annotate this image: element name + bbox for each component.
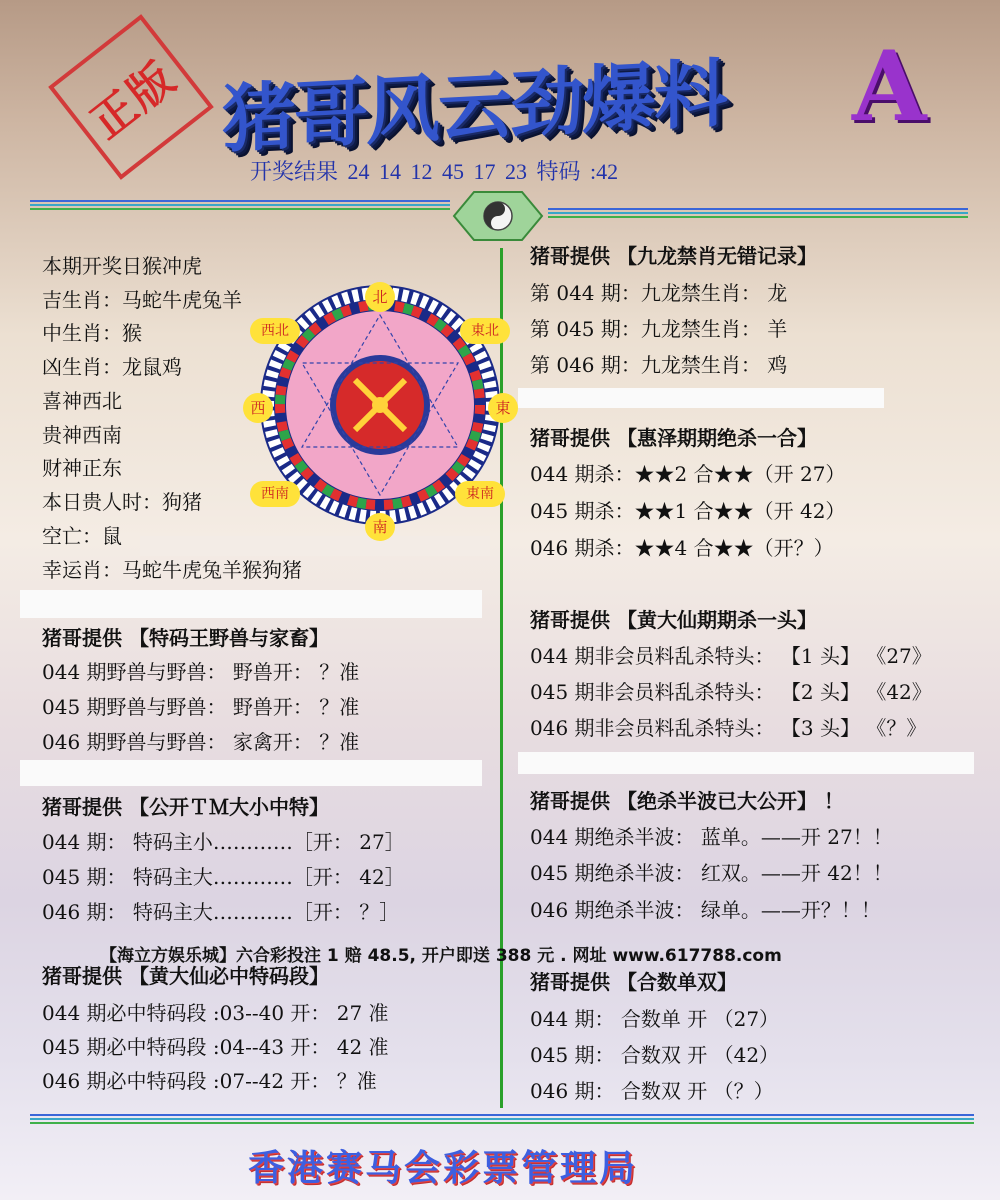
- size-row: 046 期： 特码主大…………［开： ？］: [42, 900, 400, 924]
- white-strip: [140, 536, 490, 556]
- huize-row: 045 期杀：★★1 合★★（开 42）: [530, 499, 846, 523]
- bagua-icon: [452, 190, 544, 242]
- segment-row: 044 期必中特码段 :03--40 开： 27 准: [42, 1001, 389, 1025]
- info-void: 空亡：鼠: [42, 524, 122, 548]
- huize-row: 044 期杀：★★2 合★★（开 27）: [530, 462, 846, 486]
- info-noble-god: 贵神西南: [42, 423, 122, 447]
- daxian-row: 045 期非会员料乱杀特头： 【2 头】 《42》: [530, 680, 932, 704]
- segment-row: 046 期必中特码段 :07--42 开： ？准: [42, 1069, 377, 1093]
- compass-west-label: 西: [243, 393, 273, 423]
- jiulong-row: 第 046 期：九龙禁生肖： 鸡: [530, 353, 788, 377]
- daxian-row: 046 期非会员料乱杀特头： 【3 头】 《？》: [530, 716, 927, 740]
- section-segment-header: 猪哥提供 【黄大仙必中特码段】: [42, 964, 329, 988]
- wave-row: 045 期绝杀半波： 红双。——开 42！！: [530, 861, 893, 885]
- official-stamp: 正版: [48, 14, 214, 180]
- beast-row: 046 期野兽与野兽： 家禽开： ？准: [42, 730, 360, 754]
- compass-south-label: 南: [365, 513, 395, 541]
- daxian-row: 044 期非会员料乱杀特头： 【1 头】 《27》: [530, 644, 932, 668]
- edition-letter: A: [852, 30, 927, 143]
- ad-banner: 【海立方娱乐城】六合彩投注 1 赔 48.5, 开户即送 388 元 . 网址 www.617788.com: [100, 946, 782, 966]
- white-strip: [20, 590, 482, 618]
- divider-wave-bottom: [30, 1112, 974, 1122]
- wave-row: 044 期绝杀半波： 蓝单。——开 27！！: [530, 825, 893, 849]
- wave-row: 046 期绝杀半波： 绿单。——开？！！: [530, 898, 881, 922]
- draw-result: 开奖结果 24 14 12 45 17 23 特码 :42: [250, 159, 619, 184]
- beast-row: 044 期野兽与野兽： 野兽开： ？准: [42, 660, 360, 684]
- compass-southwest-label: 西南: [250, 481, 300, 507]
- segment-row: 045 期必中特码段 :04--43 开： 42 准: [42, 1035, 389, 1059]
- heshu-row: 046 期： 合数双 开 （？）: [530, 1079, 774, 1103]
- huize-row: 046 期杀：★★4 合★★（开？）: [530, 536, 834, 560]
- info-joy-god: 喜神西北: [42, 389, 122, 413]
- heshu-row: 044 期： 合数单 开 （27）: [530, 1007, 780, 1031]
- section-heshu-header: 猪哥提供 【合数单双】: [530, 970, 737, 994]
- footer-authority: 香港赛马会彩票管理局: [248, 1148, 639, 1189]
- white-strip: [518, 752, 974, 774]
- info-mid-zodiac: 中生肖：猴: [42, 321, 142, 345]
- section-daxian-header: 猪哥提供 【黄大仙期期杀一头】: [530, 608, 817, 632]
- jiulong-row: 第 044 期：九龙禁生肖： 龙: [530, 281, 788, 305]
- compass-northeast-label: 東北: [460, 318, 510, 344]
- divider-wave-right: [548, 206, 968, 216]
- section-size-header: 猪哥提供 【公开ＴＭ大小中特】: [42, 795, 329, 819]
- compass-southeast-label: 東南: [455, 481, 505, 507]
- section-wave-header: 猪哥提供 【绝杀半波已大公开】 ！: [530, 789, 844, 813]
- section-jiulong-header: 猪哥提供 【九龙禁肖无错记录】: [530, 244, 817, 268]
- info-noble-hour: 本日贵人时：狗猪: [42, 490, 202, 514]
- info-bad-zodiac: 凶生肖：龙鼠鸡: [42, 355, 182, 379]
- info-wealth-god: 财神正东: [42, 456, 122, 480]
- info-draw-day: 本期开奖日猴冲虎: [42, 254, 202, 278]
- compass-north-label: 北: [365, 282, 395, 312]
- beast-row: 045 期野兽与野兽： 野兽开： ？准: [42, 695, 360, 719]
- compass-northwest-label: 西北: [250, 318, 300, 344]
- jiulong-row: 第 045 期：九龙禁生肖： 羊: [530, 317, 788, 341]
- info-lucky-zodiac: 吉生肖：马蛇牛虎兔羊: [42, 288, 242, 312]
- section-huize-header: 猪哥提供 【惠泽期期绝杀一合】: [530, 426, 817, 450]
- size-row: 044 期： 特码主小…………［开： 27］: [42, 830, 405, 854]
- divider-wave-left: [30, 198, 450, 208]
- info-lucky-animals: 幸运肖：马蛇牛虎兔羊猴狗猪: [42, 558, 302, 582]
- white-strip: [518, 388, 884, 408]
- size-row: 045 期： 特码主大…………［开： 42］: [42, 865, 405, 889]
- section-beast-header: 猪哥提供 【特码王野兽与家畜】: [42, 626, 329, 650]
- compass-east-label: 東: [488, 393, 518, 423]
- white-strip: [20, 760, 482, 786]
- page-title: 猪哥风云劲爆料: [222, 50, 726, 164]
- heshu-row: 045 期： 合数双 开 （42）: [530, 1043, 780, 1067]
